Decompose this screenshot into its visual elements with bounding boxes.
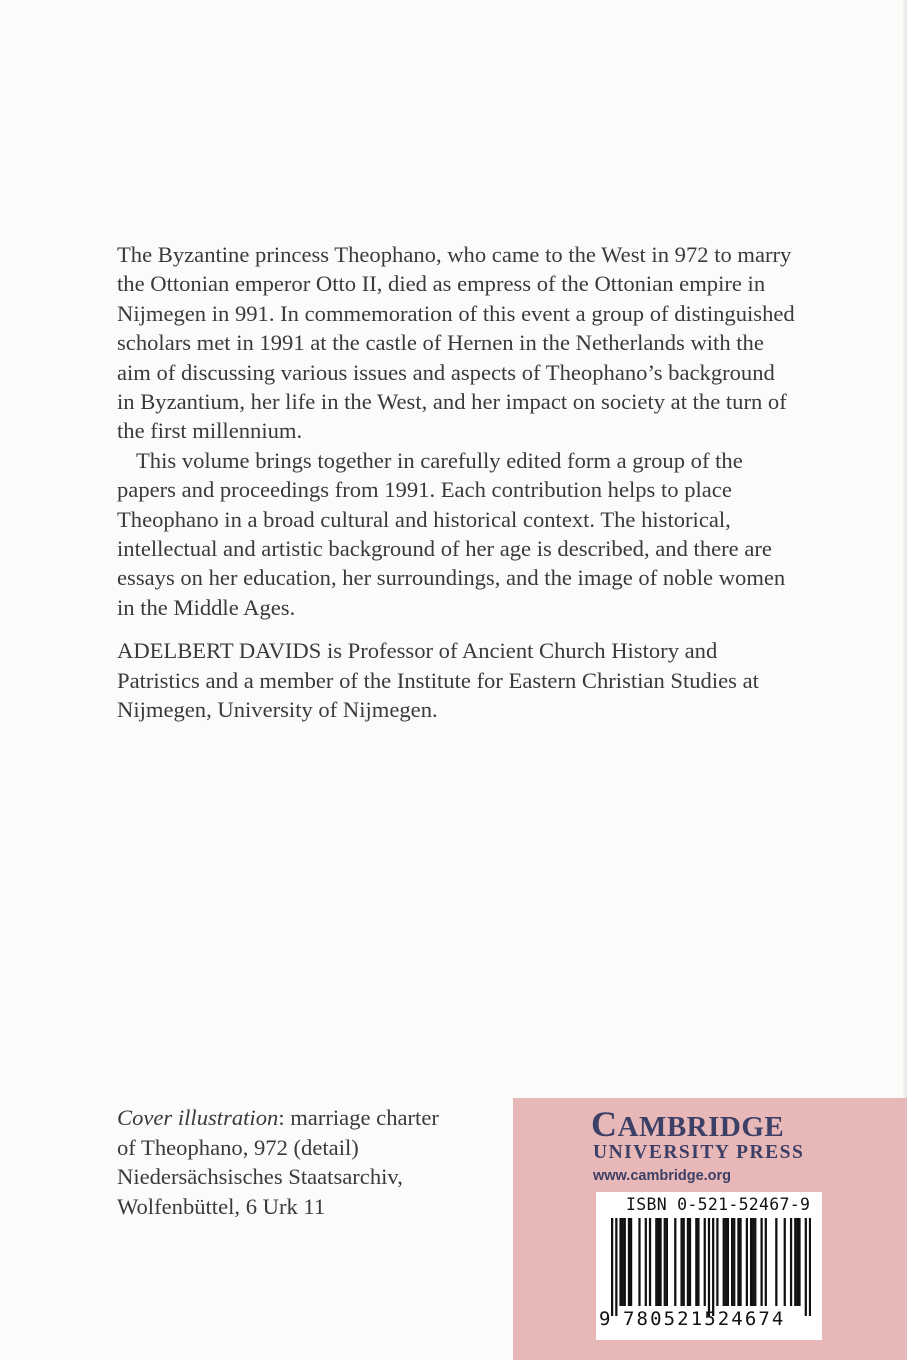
barcode-bar [805, 1218, 807, 1316]
barcode-bar [746, 1218, 748, 1306]
publisher-subtitle: UNIVERSITY PRESS [593, 1142, 805, 1163]
barcode-bar [645, 1218, 647, 1306]
barcode-bar [712, 1218, 714, 1316]
barcode-bar [659, 1218, 661, 1306]
barcode-bar [666, 1218, 668, 1306]
publisher-url: www.cambridge.org [593, 1168, 732, 1184]
barcode-bar [796, 1218, 798, 1306]
credit-line-4: Wolfenbüttel, 6 Urk 11 [117, 1193, 326, 1219]
barcode-bar [737, 1218, 739, 1306]
barcode-bar [695, 1218, 697, 1306]
barcode-bar [683, 1218, 685, 1306]
barcode-bar [624, 1218, 626, 1306]
barcode-bar [733, 1218, 735, 1306]
barcode-bar [655, 1218, 657, 1306]
barcode-bar [689, 1218, 691, 1306]
blurb-paragraph-1: The Byzantine princess Theophano, who came to the West in 972 to marry the Ottonian emperor Otto II, died as empress of the Ottonian empire in Nijmegen in 991. In commemoration of this event a group of distinguished scholars met in 1991 at the castle of Hernen in the Netherlands with the aim of discussing various issues and aspects of Theophano’s background in Byzantium, her life in the West, and her impact on society at the turn of the first millennium. [117, 242, 795, 444]
author-bio: ADELBERT DAVIDS is Professor of Ancient Church History and Patristics and a member of the Institute for Eastern Christian Studies at Nijmegen, University of Nijmegen. [117, 638, 759, 723]
barcode-bar [750, 1218, 752, 1306]
barcode-bar [723, 1218, 725, 1306]
barcode-bar [727, 1218, 729, 1306]
cover-illustration-credit [117, 1103, 497, 1221]
barcode-bar [622, 1218, 624, 1306]
barcode-label [596, 1192, 822, 1340]
barcode-bar [784, 1218, 786, 1306]
ean-first-digit: 9 [599, 1308, 611, 1330]
barcode-bar [725, 1218, 727, 1306]
barcode-bar [657, 1218, 659, 1306]
barcode-bars [611, 1218, 811, 1316]
barcode-bar [790, 1218, 792, 1306]
barcode-bar [704, 1218, 706, 1306]
barcode-bar [716, 1218, 718, 1306]
publisher-name-initial: C [591, 1104, 618, 1144]
barcode-bar [708, 1218, 710, 1316]
barcode-bar [638, 1218, 640, 1306]
barcode-bar [674, 1218, 676, 1306]
credit-line-2: of Theophano, 972 (detail) [117, 1134, 359, 1160]
barcode-bar [619, 1218, 621, 1306]
barcode-bar [765, 1218, 767, 1306]
barcode-bar [630, 1218, 632, 1306]
barcode-bar [697, 1218, 699, 1306]
barcode-bar [731, 1218, 733, 1306]
barcode-bar [754, 1218, 756, 1306]
barcode-bar [628, 1218, 630, 1306]
barcode-bar [615, 1218, 617, 1316]
barcode-bar [664, 1218, 666, 1306]
credit-line-1-rest: : marriage charter [278, 1105, 439, 1130]
barcode-bar [775, 1218, 777, 1306]
blurb-paragraph-2: This volume brings together in carefully edited form a group of the papers and proceedings from 1991. Each contribution helps to place Theophano in a broad cultural and historical context. The historical, intellectual and artistic background of her age is described, and there are essays on her education, her surroundings, and the image of noble women in the Middle Ages. [117, 447, 786, 620]
barcode-bar [794, 1218, 796, 1306]
credit-line-1 [117, 1103, 497, 1133]
credit-line-3: Niedersächsisches Staatsarchiv, [117, 1164, 403, 1190]
barcode-bar [611, 1218, 613, 1316]
isbn-text: ISBN 0-521-52467-9 [626, 1195, 811, 1214]
barcode-bar [798, 1218, 800, 1306]
barcode-bar [752, 1218, 754, 1306]
ean-digits: 780521524674 [623, 1308, 786, 1330]
publisher-panel [513, 1098, 907, 1360]
barcode-bar [760, 1218, 762, 1306]
publisher-logo-name [591, 1104, 831, 1147]
barcode-bar [680, 1218, 682, 1306]
publisher-name-rest: AMBRIDGE [617, 1111, 785, 1143]
barcode-bar [649, 1218, 651, 1306]
barcode-bar [739, 1218, 741, 1306]
blurb-text [117, 240, 797, 725]
barcode-bar [809, 1218, 811, 1316]
credit-label: Cover illustration [117, 1105, 279, 1130]
barcode-bar [687, 1218, 689, 1306]
